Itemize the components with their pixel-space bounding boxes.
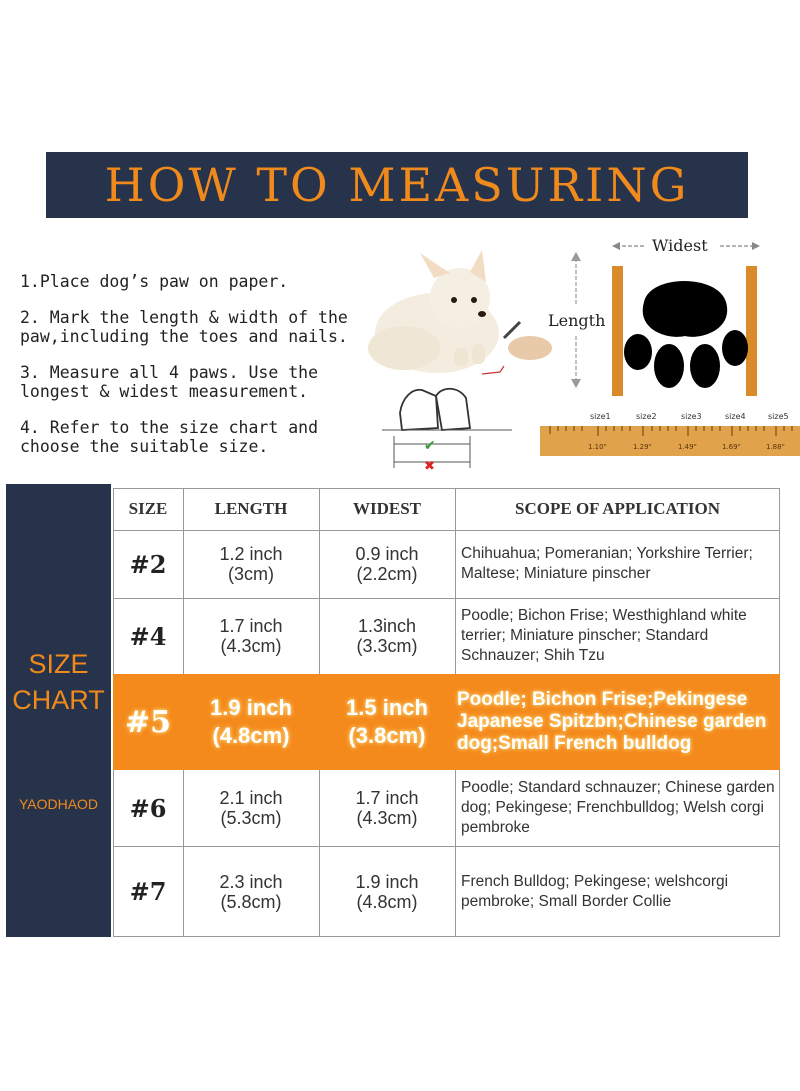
- grid-line: [319, 770, 320, 937]
- table-row-highlighted: [113, 674, 780, 770]
- ruler-value-5: 1.88": [766, 443, 785, 451]
- ruler-value-3: 1.49": [678, 443, 697, 451]
- grid-line: [455, 488, 456, 674]
- grid-line: [113, 488, 780, 489]
- length-inch: 1.2 inch: [219, 544, 283, 564]
- table-row: [113, 770, 780, 846]
- check-mark-icon: ✔: [424, 438, 436, 454]
- ruler-size-5: size5: [768, 412, 789, 421]
- length-cell: [183, 674, 319, 770]
- measuring-steps: [20, 272, 365, 473]
- paw-outline-diagram: [382, 389, 512, 474]
- paw-measure-diagram: [540, 236, 800, 464]
- length-cm: (4.8cm): [212, 723, 290, 748]
- table-row: [113, 530, 780, 598]
- widest-cm: (2.2cm): [356, 564, 418, 584]
- scope-cell: Poodle; Standard schnauzer; Chinese garden dog; Pekingese; Frenchbulldog; Welsh corgi pembroke: [461, 779, 775, 836]
- size-chart-title-2: CHART: [12, 685, 105, 715]
- size-cell: #5: [124, 704, 171, 740]
- widest-cell: [319, 598, 455, 674]
- scope-cell: Poodle; Bichon Frise;Pekingese Japanese Spitzbn;Chinese garden dog;Small French bulldog: [457, 689, 767, 754]
- size-cell: #4: [129, 621, 167, 651]
- widest-cell: [319, 530, 455, 598]
- step-2: 2. Mark the length & width of the paw,including the toes and nails.: [20, 308, 348, 346]
- table-row: [113, 598, 780, 674]
- ruler-value-2: 1.29": [633, 443, 652, 451]
- grid-line: [113, 770, 114, 937]
- length-cell: [183, 598, 319, 674]
- grid-line: [319, 488, 320, 674]
- length-inch: 1.9 inch: [210, 695, 292, 720]
- size-cell: #6: [129, 793, 167, 823]
- widest-cm: (4.8cm): [356, 891, 418, 912]
- ruler-size-3: size3: [681, 412, 702, 421]
- paw-print-icon: [624, 281, 748, 388]
- grid-line: [779, 770, 780, 937]
- length-cm: (4.3cm): [220, 636, 282, 656]
- size-cell: #2: [129, 549, 167, 579]
- grid-line: [183, 770, 184, 937]
- header-length: LENGTH: [214, 499, 288, 518]
- dog-measuring-illustration: [362, 248, 562, 478]
- grid-line: [113, 936, 780, 937]
- step-3: 3. Measure all 4 paws. Use the longest & widest measurement.: [20, 363, 319, 401]
- widest-inch: 1.9 inch: [355, 871, 419, 892]
- length-cm: (5.3cm): [220, 808, 282, 828]
- widest-cm: (4.3cm): [356, 808, 418, 828]
- ruler-value-1: 1.10": [588, 443, 607, 451]
- title-banner: [46, 152, 748, 218]
- size-cell: #7: [129, 877, 167, 906]
- header-widest: WIDEST: [352, 499, 422, 518]
- size-chart-title-1: SIZE: [28, 649, 89, 679]
- grid-line: [113, 846, 780, 847]
- scope-cell: Chihuahua; Pomeranian; Yorkshire Terrier; Maltese; Miniature pinscher: [461, 545, 753, 582]
- widest-cell: [319, 846, 455, 937]
- grid-line: [183, 488, 184, 674]
- scope-cell: French Bulldog; Pekingese; welshcorgi pembroke; Small Border Collie: [461, 872, 729, 910]
- grid-line: [113, 598, 780, 599]
- measuring-ruler: [540, 412, 800, 456]
- length-cell: [183, 770, 319, 846]
- size-chart-sidebar: [6, 484, 111, 937]
- widest-inch: 1.7 inch: [355, 788, 419, 808]
- length-label: Length: [548, 311, 606, 330]
- widest-cell: [319, 674, 455, 770]
- grid-line: [113, 488, 114, 674]
- step-4: 4. Refer to the size chart and choose the suitable size.: [20, 418, 319, 456]
- length-cell: [183, 530, 319, 598]
- widest-inch: 1.5 inch: [346, 695, 428, 720]
- header-size: SIZE: [128, 499, 168, 518]
- widest-label: Widest: [652, 236, 708, 255]
- widest-cell: [319, 770, 455, 846]
- grid-line: [113, 530, 780, 531]
- scope-cell: Poodle; Bichon Frise; Westhighland white terrier; Miniature pinscher; Standard Schnauzer; Shih Tzu: [461, 607, 747, 664]
- length-cm: (5.8cm): [220, 891, 282, 912]
- ruler-value-4: 1.69": [722, 443, 741, 451]
- cross-mark-icon: ✖: [424, 459, 435, 474]
- length-cell: [183, 846, 319, 937]
- widest-cm: (3.3cm): [356, 636, 418, 656]
- table-header: [113, 488, 780, 530]
- header-scope: SCOPE OF APPLICATION: [515, 499, 720, 518]
- step-1: 1.Place dog’s paw on paper.: [20, 272, 289, 291]
- size-table: [113, 488, 780, 937]
- ruler-size-4: size4: [725, 412, 746, 421]
- table-row: [113, 846, 780, 937]
- widest-cm: (3.8cm): [348, 723, 426, 748]
- widest-inch: 0.9 inch: [355, 544, 419, 564]
- length-cm: (3cm): [228, 564, 274, 584]
- grid-line: [779, 488, 780, 674]
- ruler-size-1: size1: [590, 412, 611, 421]
- length-inch: 2.3 inch: [219, 871, 283, 892]
- widest-inch: 1.3inch: [357, 616, 417, 636]
- length-inch: 1.7 inch: [219, 616, 283, 636]
- page-title: HOW TO MEASURING: [104, 158, 690, 212]
- chihuahua-image: [368, 250, 552, 374]
- ruler-size-2: size2: [636, 412, 657, 421]
- length-inch: 2.1 inch: [219, 788, 283, 808]
- grid-line: [455, 770, 456, 937]
- brand-label: YAODHAOD: [18, 796, 99, 812]
